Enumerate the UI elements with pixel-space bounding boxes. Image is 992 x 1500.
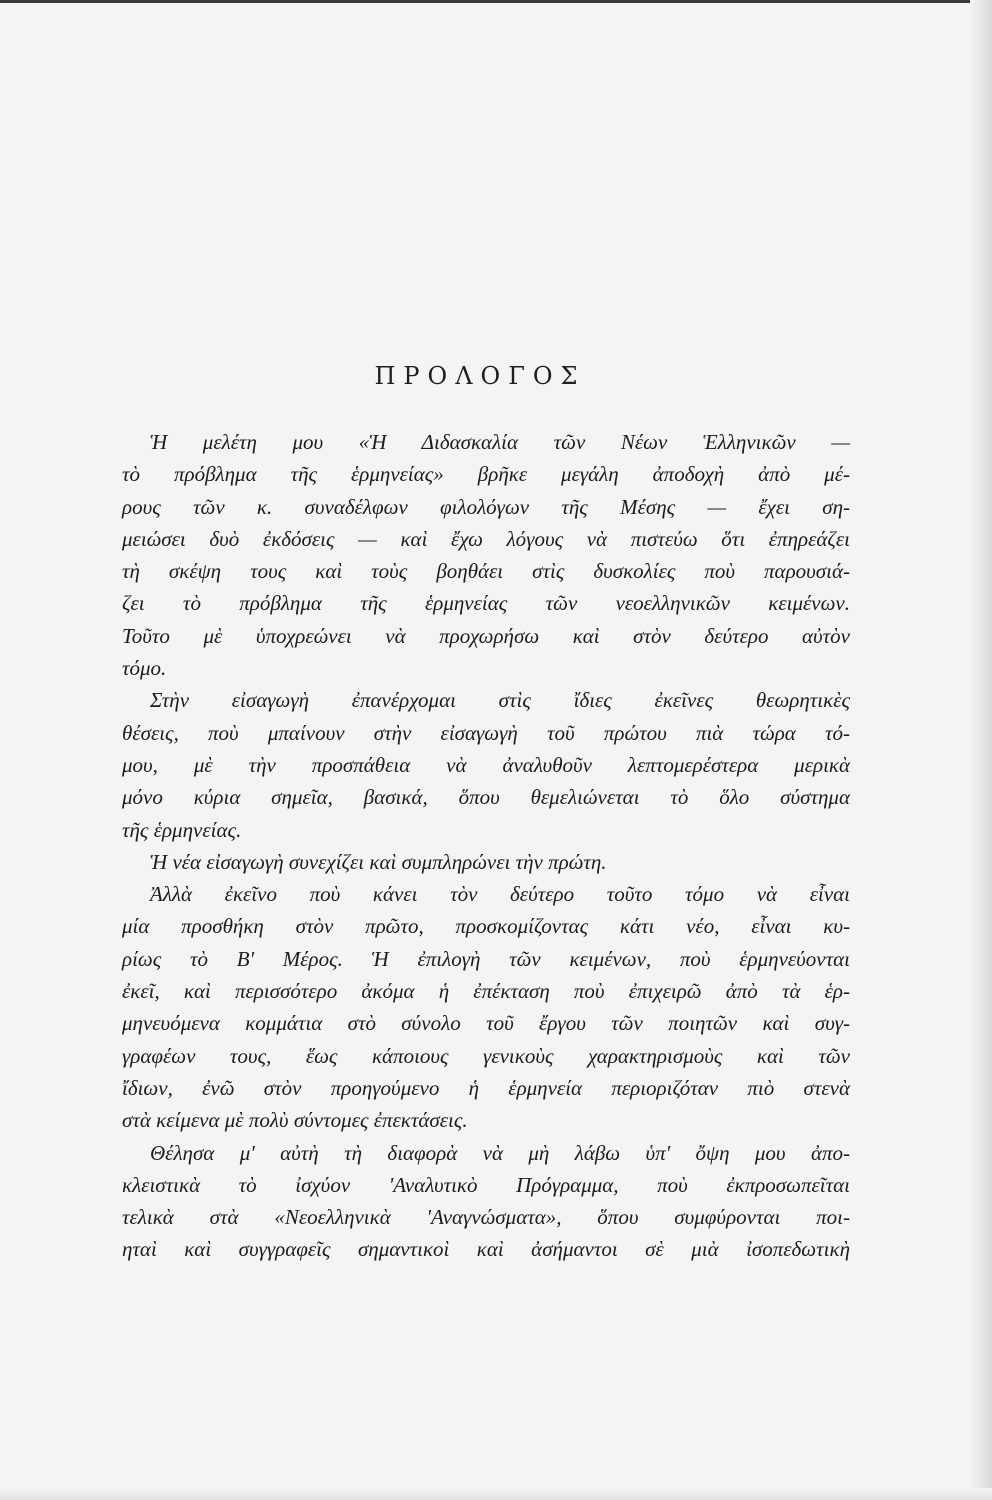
page-title: ΠΡΟΛΟΓΟΣ (374, 362, 586, 390)
text-line: τὴ σκέψη τους καὶ τοὺς βοηθάει στὶς δυσκολίες ποὺ παρουσιά- (122, 559, 850, 584)
text-line: στὰ κείμενα μὲ πολὺ σύντομες ἐπεκτάσεις. (122, 1108, 468, 1133)
text-line: Τοῦτο μὲ ὑποχρεώνει νὰ προχωρήσω καὶ στὸν δεύτερο αὐτὸν (122, 623, 850, 648)
body-text (122, 426, 850, 1266)
text-line: ζει τὸ πρόβλημα τῆς ἑρμηνείας τῶν νεοελληνικῶν κειμένων. (122, 591, 850, 616)
text-line: μόνο κύρια σημεῖα, βασικά, ὅπου θεμελιώνεται τὸ ὅλο σύστημα (122, 785, 850, 810)
text-line: τόμο. (122, 656, 167, 681)
text-line: μειώσει δυὸ ἐκδόσεις — καὶ ἔχω λόγους νὰ πιστεύω ὅτι ἐπηρεάζει (122, 526, 850, 551)
text-line: ηταὶ καὶ συγγραφεῖς σημαντικοὶ καὶ ἀσήμαντοι σὲ μιὰ ἰσοπεδωτικὴ (122, 1237, 850, 1262)
text-line: κλειστικὰ τὸ ἰσχύον 'Αναλυτικὸ Πρόγραμμα, ποὺ ἐκπροσωπεῖται (122, 1172, 850, 1197)
text-line: Στὴν εἰσαγωγὴ ἐπανέρχομαι στὶς ἴδιες ἐκεῖνες θεωρητικὲς (150, 688, 850, 713)
page-bottom-shadow (0, 1488, 992, 1500)
text-line: μηνευόμενα κομμάτια στὸ σύνολο τοῦ ἔργου τῶν ποιητῶν καὶ συγ- (122, 1011, 850, 1036)
text-line: θέσεις, ποὺ μπαίνουν στὴν εἰσαγωγὴ τοῦ πρώτου πιὰ τώρα τό- (122, 720, 850, 745)
text-line: ρίως τὸ Β' Μέρος. Ἡ ἐπιλογὴ τῶν κειμένων, ποὺ ἑρμηνεύονται (122, 946, 850, 971)
text-line: ἴδιων, ἐνῶ στὸν προηγούμενο ἡ ἑρμηνεία περιοριζόταν πιὸ στενὰ (122, 1075, 850, 1100)
text-line: Ἀλλὰ ἐκεῖνο ποὺ κάνει τὸν δεύτερο τοῦτο τόμο νὰ εἶναι (150, 882, 850, 907)
text-line: μου, μὲ τὴν προσπάθεια νὰ ἀναλυθοῦν λεπτομερέστερα μερικὰ (122, 752, 850, 777)
text-line: ρους τῶν κ. συναδέλφων φιλολόγων τῆς Μέσης — ἔχει ση- (122, 494, 850, 519)
text-line: γραφέων τους, ἕως κάποιους γενικοὺς χαρακτηρισμοὺς καὶ τῶν (122, 1043, 850, 1068)
text-line: τελικὰ στὰ «Νεοελληνικὰ 'Αναγνώσματα», ὅπου συμφύρονται ποι- (122, 1205, 850, 1230)
text-line: Θέλησα μ' αὐτὴ τὴ διαφορὰ νὰ μὴ λάβω ὑπ' ὄψη μου ἀπο- (150, 1140, 850, 1165)
text-line: μία προσθήκη στὸν πρῶτο, προσκομίζοντας κάτι νέο, εἶναι κυ- (122, 914, 850, 939)
text-line: Ἡ νέα εἰσαγωγὴ συνεχίζει καὶ συμπληρώνει τὴν πρώτη. (150, 849, 607, 874)
text-line: ἐκεῖ, καὶ περισσότερο ἀκόμα ἡ ἐπέκταση ποὺ ἐπιχειρῶ ἀπὸ τὰ ἑρ- (122, 979, 850, 1004)
page-edge-shadow (970, 0, 992, 1500)
text-line: Ἡ μελέτη μου «Ἡ Διδασκαλία τῶν Νέων Ἑλληνικῶν — (150, 430, 850, 454)
text-line: τῆς ἑρμηνείας. (122, 817, 242, 842)
text-line: τὸ πρόβλημα τῆς ἑρμηνείας» βρῆκε μεγάλη ἀποδοχὴ ἀπὸ μέ- (122, 462, 850, 487)
scan-top-border (0, 0, 992, 3)
